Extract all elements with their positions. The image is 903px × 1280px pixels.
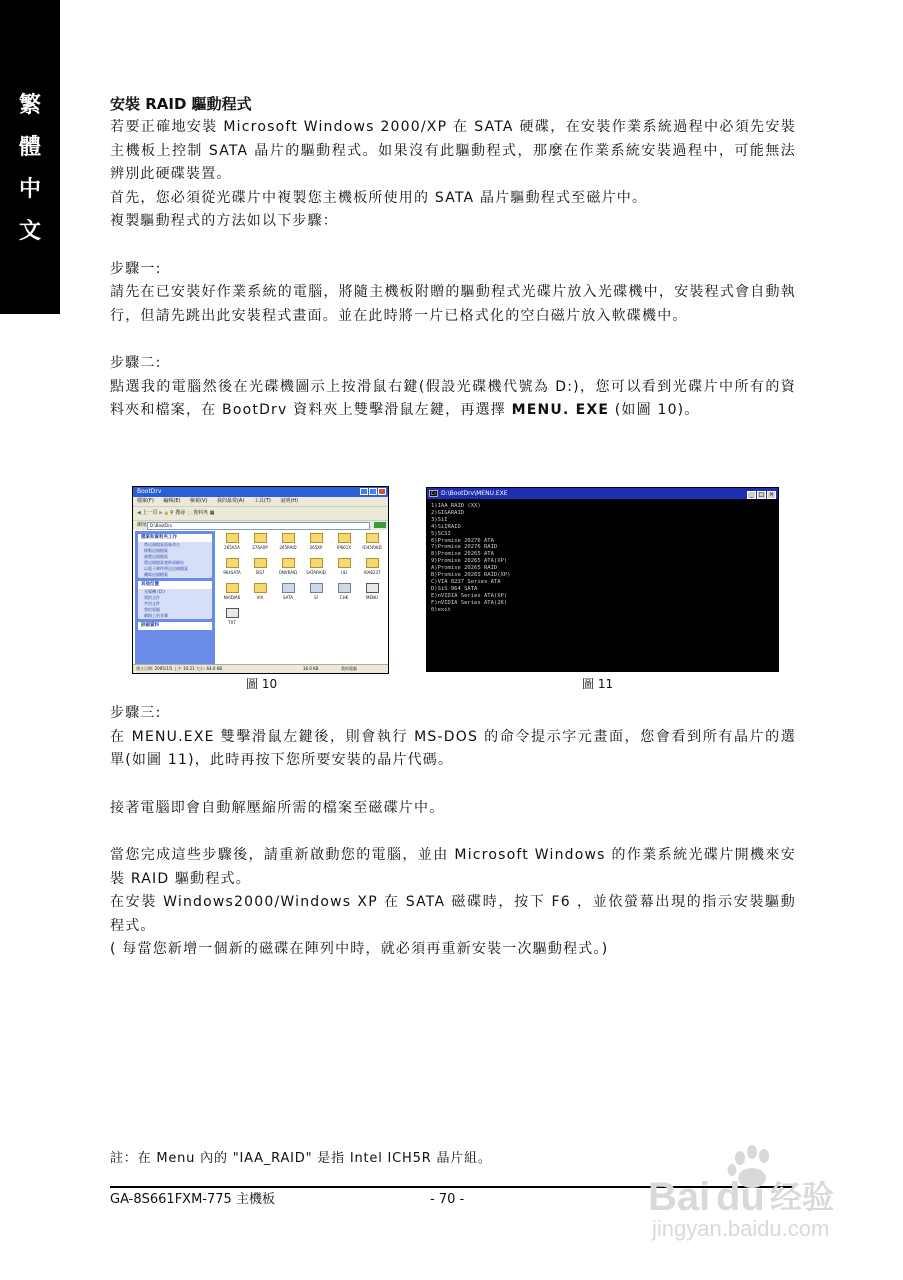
- address-input[interactable]: D:\BootDrv: [147, 522, 370, 530]
- details-title[interactable]: 詳細資料: [138, 622, 212, 630]
- menu-option: E)nVIDIA Series ATA(XP): [431, 592, 508, 599]
- folder-icon: [226, 583, 239, 593]
- f6-paragraph: 在安裝 Windows2000/Windows XP 在 SATA 磁碟時，按下 F6 ，並依螢幕出現的指示安裝驅動程式。: [110, 894, 796, 934]
- folder-item[interactable]: 265RAID: [275, 533, 301, 550]
- menu-file[interactable]: 檔案(F): [137, 498, 154, 504]
- step2-menu-exe: MENU. EXE: [511, 402, 610, 418]
- folder-item[interactable]: VIA: [247, 583, 273, 600]
- folder-item[interactable]: NVIDIA6: [219, 583, 245, 600]
- side-tab-char-4: 文: [18, 218, 41, 244]
- back-button[interactable]: 上一頁: [142, 510, 158, 516]
- status-file-info: 建立日期: 2005/1/5 上午 10:21 大小: 64.0 KB: [136, 666, 223, 671]
- folder-icon: [254, 583, 267, 593]
- baidu-watermark-logo: [640, 1140, 860, 1250]
- side-tab-char-1: 繁: [18, 92, 41, 118]
- folder-icon: [226, 558, 239, 568]
- step1-text: 請先在已安裝好作業系統的電腦，將隨主機板附贈的驅動程式光碟片放入光碟機中，安裝程式會自動執行，但請先跳出此安裝程式畫面。並在此時將一片已格式化的空白磁片放入軟碟機中。: [110, 284, 796, 324]
- footnote: 註：在 Menu 內的 "IAA_RAID" 是指 Intel ICH5R 晶片組。: [110, 1151, 492, 1166]
- menu-option: A)Promise 20265 RAID: [431, 565, 498, 572]
- task-email[interactable]: 以電子郵件傳送這個檔案: [144, 566, 188, 571]
- menu-option: 8)Promise 20265 ATA: [431, 551, 494, 558]
- folder-icon: [338, 558, 351, 568]
- folder-item[interactable]: ONVRAID: [275, 558, 301, 575]
- task-delete[interactable]: 刪除這個檔案: [144, 572, 168, 577]
- other-places-title[interactable]: 其他位置: [138, 581, 212, 589]
- intro-paragraph: 若要正確地安裝 Microsoft Windows 2000/XP 在 SATA 硬碟，在安裝作業系統過程中必須先安裝主機板上控制 SATA 晶片的驅動程式。如果沒有此驅動程式，那麼在作業系統安裝過程中，可能無法辨別此硬碟裝置。: [110, 119, 796, 182]
- file-item[interactable]: SATA: [275, 583, 301, 600]
- place-shared-documents[interactable]: 共用文件: [144, 601, 160, 606]
- explorer-toolbar: [133, 506, 388, 520]
- step3-title: 步驟三:: [110, 705, 162, 721]
- menu-option: C)VIA 8237 Series ATA: [431, 578, 501, 585]
- folder-item[interactable]: 265A5A: [219, 533, 245, 550]
- menu-option: 4)SiIRAID: [431, 523, 461, 530]
- address-label: 網址: [137, 522, 148, 528]
- reinstall-note: ( 每當您新增一個新的磁碟在陣列中時，就必須再重新安裝一次驅動程式。): [110, 941, 609, 957]
- file-icon: [366, 583, 379, 593]
- place-cd-drive[interactable]: 光碟機 (D:): [144, 589, 165, 594]
- menu-favorites[interactable]: 我的最愛(A): [216, 498, 245, 504]
- folder-icon: [338, 533, 351, 543]
- close-icon[interactable]: [378, 488, 386, 495]
- status-size: 16.0 KB: [303, 666, 319, 671]
- finish-paragraph: 當您完成這些步驟後，請重新啟動您的電腦，並由 Microsoft Windows 的作業系統光碟片開機來安裝 RAID 驅動程式。: [110, 847, 796, 887]
- folder-icon: [282, 533, 295, 543]
- task-move[interactable]: 移動這個檔案: [144, 548, 168, 553]
- file-icon: [226, 608, 239, 618]
- file-icon: [338, 583, 351, 593]
- maximize-icon[interactable]: [369, 488, 377, 495]
- menu-help[interactable]: 說明(H): [280, 498, 299, 504]
- task-copy[interactable]: 複製這個檔案: [144, 554, 168, 559]
- menu-tools[interactable]: 工具(T): [253, 498, 271, 504]
- status-location: 我的電腦: [341, 666, 357, 671]
- watermark-url: jingyan.baidu.com: [652, 1216, 830, 1241]
- figures-row: [132, 486, 778, 696]
- file-icon: [310, 583, 323, 593]
- figure10-caption: 圖 10: [246, 677, 278, 691]
- figure11-caption: 圖 11: [582, 677, 614, 691]
- main-content: [110, 92, 796, 423]
- maximize-icon[interactable]: □: [758, 491, 765, 498]
- step2-text-before: 點選我的電腦然後在光碟機圖示上按滑鼠右鍵(假設光碟機代號為 D:)，您可以看到光碟片中所有的資料夾和檔案，在 BootDrv 資料夾上雙擊滑鼠左鍵，再選擇: [110, 378, 796, 418]
- console-icon: C:\: [430, 491, 437, 496]
- decompress-paragraph: 接著電腦即會自動解壓縮所需的檔案至磁碟片中。: [110, 799, 445, 816]
- folder-icon: [282, 558, 295, 568]
- menu-option: 5)SCSI: [431, 530, 451, 537]
- console-output: [427, 499, 778, 618]
- file-item[interactable]: SI: [303, 583, 329, 600]
- intro-copy-line: 首先，您必須從光碟片中複製您主機板所使用的 SATA 晶片驅動程式至磁片中。: [110, 189, 648, 206]
- folders-icon[interactable]: ▢: [186, 510, 192, 516]
- watermark-brand-a: Bai: [648, 1175, 711, 1219]
- console-title: D:\BootDrv\MENU.EXE: [441, 490, 508, 497]
- folder-icon: [366, 558, 379, 568]
- menu-option: 6)Promise 20276 ATA: [431, 537, 494, 544]
- page-number: - 70 -: [430, 1192, 465, 1207]
- search-icon[interactable]: ⚲: [169, 510, 174, 516]
- explorer-address-bar: [133, 520, 388, 530]
- watermark-brand-b: du: [716, 1175, 765, 1219]
- folder-icon: [254, 558, 267, 568]
- folders-button[interactable]: 資料夾: [193, 510, 209, 516]
- menu-option: D)SiS 964 SATA: [431, 585, 478, 592]
- menu-option: 3)SiI: [431, 516, 448, 523]
- folder-item[interactable]: ULI: [331, 558, 357, 575]
- folder-item[interactable]: 964SATA: [219, 558, 245, 575]
- menu-edit[interactable]: 編輯(E): [163, 498, 181, 504]
- menu-option: 2)GIGARAID: [431, 509, 465, 516]
- footer-model: GA-8S661FXM-775 主機板: [110, 1192, 275, 1207]
- folder-icon: [226, 533, 239, 543]
- folder-item[interactable]: SATARAID: [303, 558, 329, 575]
- side-tab-char-2: 體: [18, 134, 41, 160]
- side-tab-char-3: 中: [18, 176, 41, 202]
- explorer-statusbar: [133, 664, 388, 673]
- menu-option: 1)IAA_RAID (XX): [431, 503, 481, 509]
- task-rename[interactable]: 將這個檔案重新命名: [144, 542, 180, 547]
- folder-item[interactable]: 276AXP: [247, 533, 273, 550]
- lower-content: [110, 702, 796, 962]
- menu-view[interactable]: 檢視(V): [190, 498, 208, 504]
- folder-icon: [310, 533, 323, 543]
- minimize-icon[interactable]: _: [747, 491, 756, 499]
- place-my-documents[interactable]: 我的文件: [144, 595, 160, 600]
- explorer-menubar: [133, 497, 388, 506]
- close-icon[interactable]: ×: [768, 491, 775, 498]
- file-tasks-title[interactable]: 檔案和資料夾工作: [138, 534, 212, 542]
- file-icon: [282, 583, 295, 593]
- folder-item[interactable]: ICH5RAID: [359, 533, 385, 550]
- back-icon[interactable]: ◀: [137, 510, 141, 516]
- explorer-task-pane: [135, 531, 215, 665]
- other-places-section: [138, 581, 212, 619]
- menu-option: 9)Promise 20265 ATA(XP): [431, 558, 508, 565]
- folder-item[interactable]: 265XP: [303, 533, 329, 550]
- task-publish[interactable]: 將這個檔案發佈到網站: [144, 560, 184, 565]
- file-item[interactable]: MENU: [359, 583, 385, 600]
- file-item[interactable]: TXT: [219, 608, 245, 625]
- figure10-explorer-window: [132, 486, 389, 674]
- step3-text: 在 MENU.EXE 雙擊滑鼠左鍵後，則會執行 MS-DOS 的命令提示字元畫面，您會看到所有晶片的選單(如圖 11)，此時再按下您所要安裝的晶片代碼。: [110, 728, 796, 768]
- watermark-brand-c: 经验: [770, 1178, 835, 1216]
- figure11-console-window: [426, 487, 779, 672]
- menu-option: 0)exit: [431, 606, 451, 613]
- forward-icon[interactable]: ▶: [159, 510, 163, 516]
- folder-item[interactable]: SIS7: [247, 558, 273, 575]
- search-button[interactable]: 搜尋: [175, 510, 186, 516]
- place-my-computer[interactable]: 我的電腦: [144, 607, 160, 612]
- explorer-titlebar: [133, 487, 388, 497]
- step1-title: 步驟一:: [110, 260, 162, 277]
- language-side-tab: [0, 0, 60, 314]
- folder-icon: [310, 558, 323, 568]
- menu-option: B)Promise 20265 RAID(XP): [431, 572, 511, 579]
- step2-text-after: (如圖 10)。: [609, 402, 700, 418]
- menu-option: 7)Promise 20276 RAID: [431, 544, 498, 551]
- place-network[interactable]: 網路上的芳鄰: [144, 613, 168, 618]
- go-button[interactable]: [374, 522, 386, 528]
- file-item[interactable]: CHK: [331, 583, 357, 600]
- step2-title: 步驟二:: [110, 355, 162, 371]
- step2-text: [110, 376, 796, 423]
- folder-item[interactable]: IP661X: [331, 533, 357, 550]
- up-folder-icon[interactable]: ▲: [164, 510, 169, 516]
- explorer-title: BootDrv: [137, 488, 162, 495]
- menu-option: F)nVIDIA Series ATA(2K): [431, 599, 508, 606]
- console-titlebar: [427, 488, 778, 499]
- intro-steps-line: 複製驅動程式的方法如以下步驟：: [110, 213, 338, 229]
- folder-icon: [366, 533, 379, 543]
- details-section: [138, 622, 212, 630]
- view-icon[interactable]: ▦: [209, 510, 215, 516]
- minimize-icon[interactable]: [360, 488, 368, 495]
- folder-item[interactable]: VIA8237: [359, 558, 385, 575]
- file-tasks-section: [138, 534, 212, 578]
- section-title: 安裝 RAID 驅動程式: [110, 95, 252, 113]
- folder-icon: [254, 533, 267, 543]
